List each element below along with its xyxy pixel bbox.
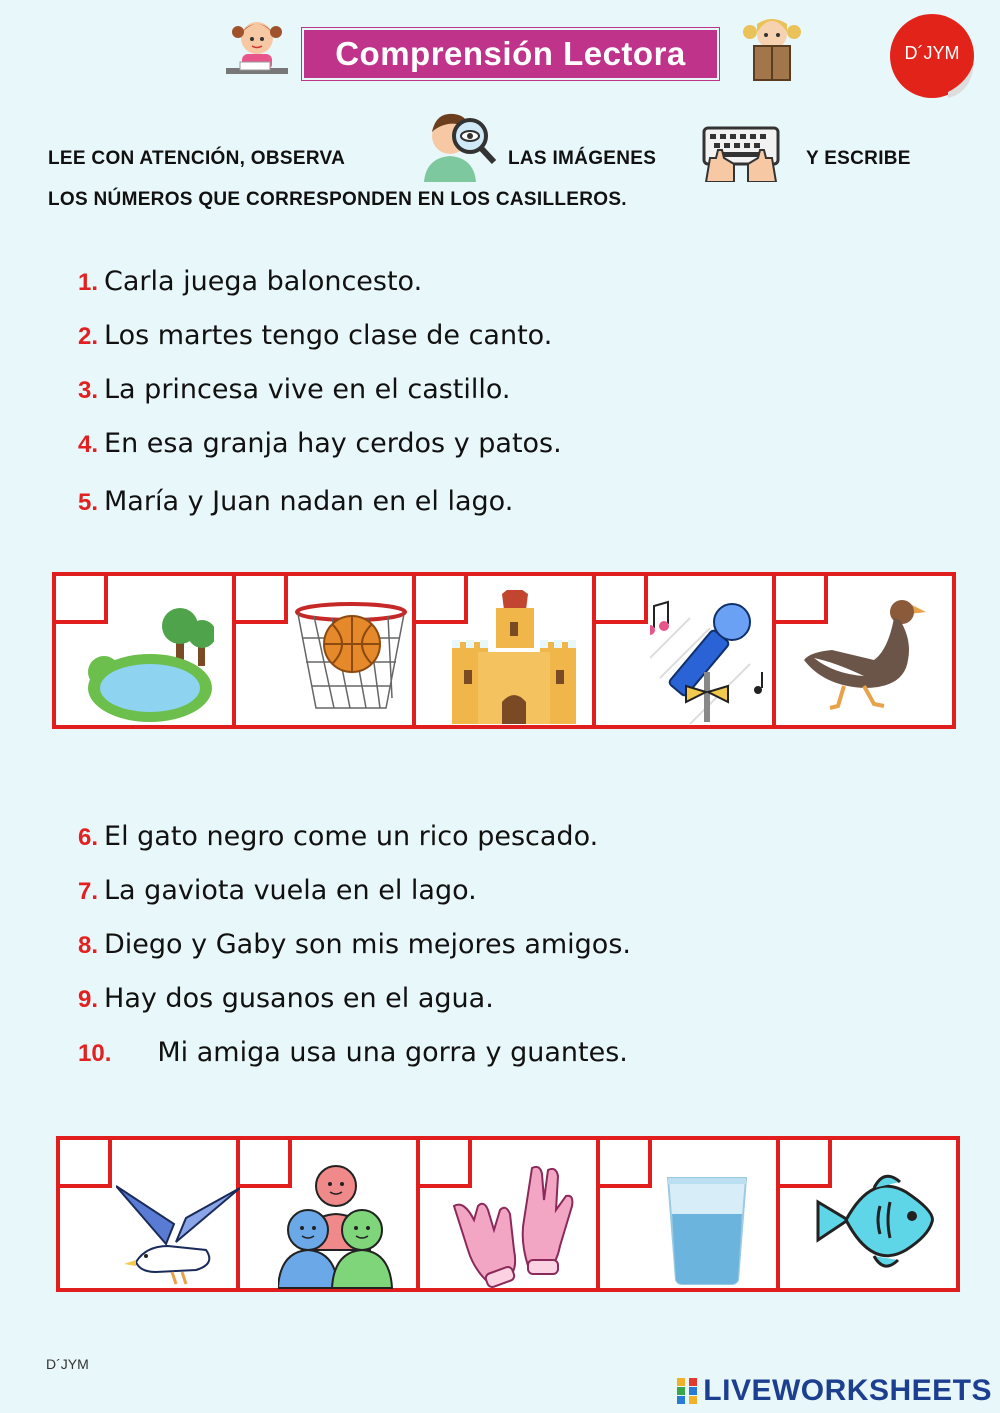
sentence-number: 9. bbox=[78, 986, 99, 1013]
sentence-number: 8. bbox=[78, 932, 99, 959]
answer-cell bbox=[240, 1140, 420, 1288]
answer-cell bbox=[60, 1140, 240, 1288]
sentence-number: 3. bbox=[78, 377, 99, 404]
instruction-part1: LEE CON ATENCIÓN, OBSERVA bbox=[48, 148, 346, 169]
brand-logo bbox=[888, 12, 978, 102]
duck-icon bbox=[804, 590, 928, 714]
answer-cell bbox=[56, 576, 236, 725]
fish-icon bbox=[816, 1162, 936, 1282]
basketball-hoop-icon bbox=[294, 598, 408, 720]
image-strip-2 bbox=[56, 1136, 960, 1292]
seagull-icon bbox=[116, 1184, 240, 1288]
liveworksheets-logo bbox=[677, 1374, 992, 1408]
sentence-number: 5. bbox=[78, 489, 99, 516]
answer-box[interactable] bbox=[60, 1140, 112, 1188]
friends-icon bbox=[278, 1160, 394, 1290]
sentence-4 bbox=[78, 428, 562, 459]
observing-person-icon bbox=[418, 106, 500, 182]
sentence-3 bbox=[78, 374, 511, 405]
girl-writing-icon bbox=[222, 12, 292, 82]
sentence-text: Carla juega baloncesto. bbox=[104, 266, 423, 297]
answer-cell bbox=[596, 576, 776, 725]
instruction-line2: LOS NÚMEROS QUE CORRESPONDEN EN LOS CASILLEROS. bbox=[48, 189, 627, 210]
sentence-8 bbox=[78, 929, 631, 960]
answer-cell bbox=[420, 1140, 600, 1288]
sentence-number: 7. bbox=[78, 878, 99, 905]
castle-icon bbox=[452, 590, 576, 724]
sentence-text: María y Juan nadan en el lago. bbox=[104, 486, 514, 517]
sentence-text: La gaviota vuela en el lago. bbox=[104, 875, 477, 906]
answer-box[interactable] bbox=[236, 576, 288, 624]
answer-cell bbox=[416, 576, 596, 725]
sentence-9 bbox=[78, 983, 494, 1014]
sentence-text: Diego y Gaby son mis mejores amigos. bbox=[104, 929, 631, 960]
sentence-number: 6. bbox=[78, 824, 99, 851]
instruction-part3: Y ESCRIBE bbox=[806, 148, 911, 169]
gloves-icon bbox=[448, 1160, 578, 1288]
sentence-text: La princesa vive en el castillo. bbox=[104, 374, 511, 405]
image-strip-1 bbox=[52, 572, 956, 729]
typing-keyboard-icon bbox=[700, 124, 782, 182]
water-glass-icon bbox=[666, 1176, 748, 1286]
sentence-7 bbox=[78, 875, 477, 906]
sentence-text: Mi amiga usa una gorra y guantes. bbox=[157, 1037, 628, 1068]
answer-cell bbox=[236, 576, 416, 725]
sentence-text: El gato negro come un rico pescado. bbox=[104, 821, 599, 852]
sentence-number: 4. bbox=[78, 431, 99, 458]
answer-box[interactable] bbox=[596, 576, 648, 624]
instruction-part2: LAS IMÁGENES bbox=[508, 148, 657, 169]
sentence-5 bbox=[78, 486, 513, 517]
liveworksheets-icon bbox=[677, 1378, 699, 1404]
girl-reading-icon bbox=[730, 10, 814, 86]
answer-cell bbox=[600, 1140, 780, 1288]
footer-author: D´JYM bbox=[46, 1356, 89, 1372]
answer-box[interactable] bbox=[600, 1140, 652, 1188]
lake-icon bbox=[84, 596, 214, 726]
sentence-number: 2. bbox=[78, 323, 99, 350]
sentence-10 bbox=[78, 1037, 628, 1068]
sentence-text: Los martes tengo clase de canto. bbox=[104, 320, 553, 351]
liveworksheets-text: LIVEWORKSHEETS bbox=[703, 1374, 992, 1407]
page-title: Comprensión Lectora bbox=[304, 30, 717, 78]
microphone-icon bbox=[650, 598, 772, 724]
sentence-6 bbox=[78, 821, 598, 852]
sentence-number: 10. bbox=[78, 1040, 112, 1067]
answer-cell bbox=[780, 1140, 956, 1288]
sentence-text: Hay dos gusanos en el agua. bbox=[104, 983, 494, 1014]
sentence-text: En esa granja hay cerdos y patos. bbox=[104, 428, 562, 459]
sentence-2 bbox=[78, 320, 552, 351]
sentence-1 bbox=[78, 266, 422, 297]
sentence-number: 1. bbox=[78, 269, 99, 296]
answer-cell bbox=[776, 576, 952, 725]
logo-text: D´JYM bbox=[904, 43, 960, 63]
